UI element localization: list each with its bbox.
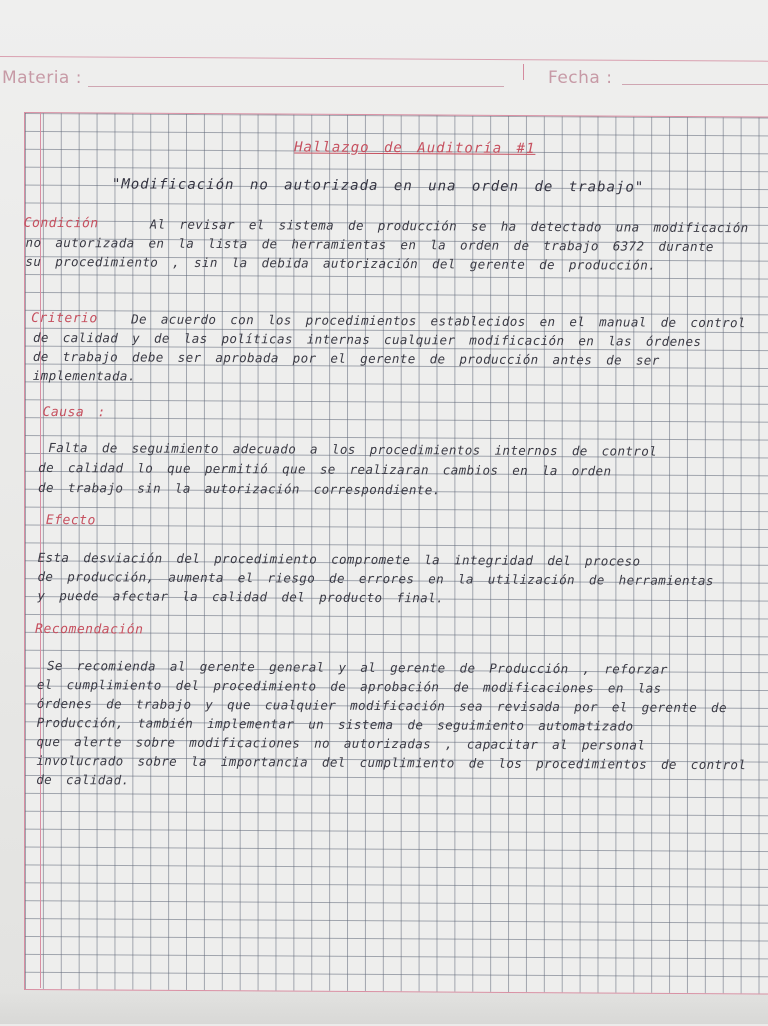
efecto-label: Efecto [45, 512, 96, 529]
condicion-line: no autorizada en la lista de herramientas en la orden de trabajo 6372 durante [25, 234, 714, 255]
criterio-line: de trabajo debe ser aprobada por el gerente de producción antes de ser [32, 348, 660, 368]
efecto-line: Esta desviación del procedimiento compromete la integridad del proceso [37, 549, 641, 569]
causa-line: Falta de seguimiento adecuado a los procedimientos internos de control [48, 439, 658, 459]
criterio-line: de calidad y de las políticas internas cualquier modificación en las órdenes [32, 329, 702, 349]
causa-label: Causa : [42, 404, 106, 421]
finding-subtitle: "Modificación no autorizada en una orden de trabajo" [111, 176, 645, 196]
recomendacion-line: el cumplimiento del procedimiento de aprobación de modificaciones en las [36, 676, 662, 696]
condicion-line: su procedimiento , sin la debida autorización del gerente de producción. [25, 253, 657, 273]
page-bottom-edge [0, 990, 768, 1024]
efecto-line: y puede afectar la calidad del producto final. [37, 587, 445, 606]
recomendacion-line: Producción, también implementar un sistema de seguimiento automatizado [36, 714, 634, 734]
recomendacion-line: de calidad. [36, 771, 130, 788]
criterio-label: Criterio [31, 310, 98, 327]
recomendacion-line: que alerte sobre modificaciones no autorizadas , capacitar al personal [36, 733, 646, 753]
criterio-line: De acuerdo con los procedimientos establecidos en el manual de control [131, 311, 746, 331]
recomendacion-line: órdenes de trabajo y que cualquier modificación sea revisada por el gerente de [36, 695, 727, 716]
condicion-line: Al revisar el sistema de producción se ha detectado una modificación [149, 216, 749, 236]
condicion-label: Condición [23, 215, 99, 232]
recomendacion-line: Se recomienda al gerente general y al gerente de Producción , reforzar [46, 657, 668, 677]
causa-line: de calidad lo que permitió que se realizaran cambios en la orden [38, 459, 612, 479]
causa-line: de trabajo sin la autorización correspondiente. [38, 479, 441, 498]
materia-label: Materia : [2, 68, 82, 88]
recomendacion-line: involucrado sobre la importancia del cumplimiento de los procedimientos de control [36, 752, 747, 773]
recomendacion-label: Recomendación [35, 621, 144, 638]
criterio-line: implementada. [32, 367, 136, 384]
page-title: Hallazgo de Auditoría #1 [294, 139, 536, 157]
efecto-line: de producción, aumenta el riesgo de errores en la utilización de herramientas [37, 568, 714, 589]
fecha-label: Fecha : [548, 68, 613, 88]
